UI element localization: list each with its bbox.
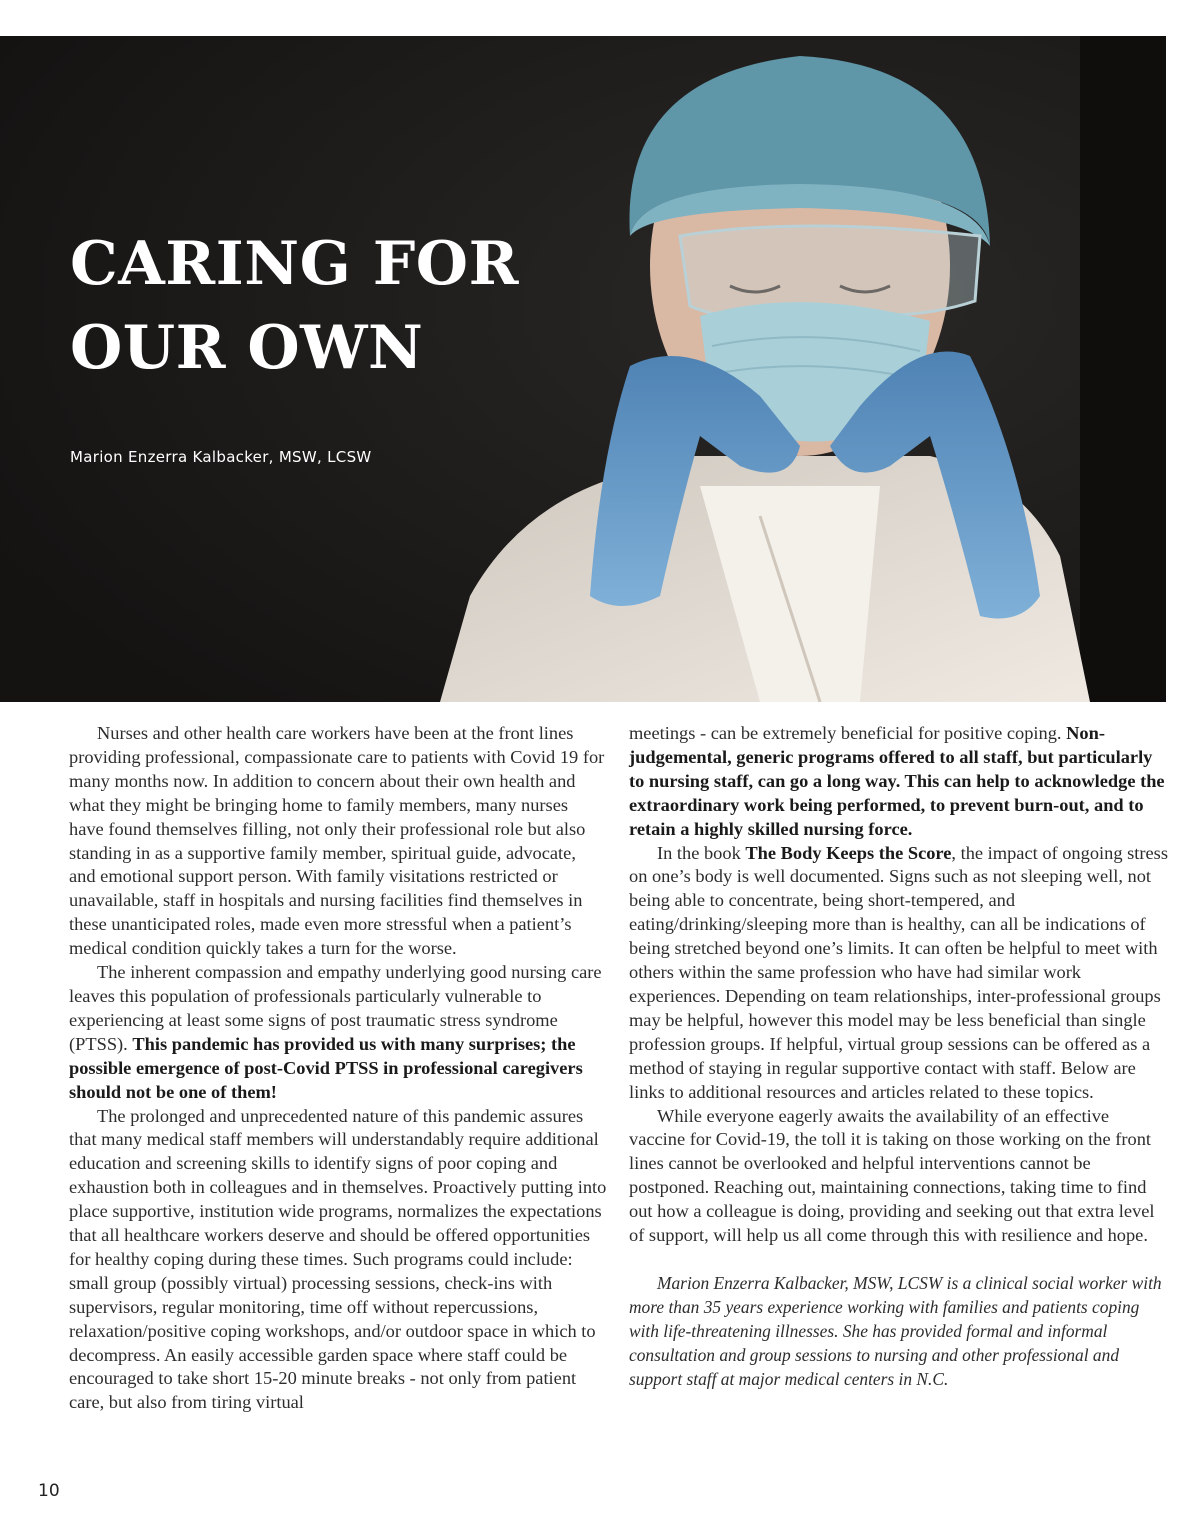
paragraph (629, 842, 1169, 1105)
paragraph-bold-text: This pandemic has provided us with many surprises; the possible emergence of post-Covid PTSS in professional caregivers should not be one of them! (69, 1033, 583, 1102)
paragraph (69, 961, 607, 1104)
paragraph: Nurses and other health care workers have been at the front lines providing professional, compassionate care to patients with Covid 19 for many months now. In addition to concern about their own health and what they might be bringing home to family members, many nurses have found themselves filling, not only their professional role but also standing in as a supportive family member, spiritual guide, advocate, and emotional support person. With family visitations restricted or unavailable, staff in hospitals and nursing facilities find themselves in these unanticipated roles, made even more stressful when a patient’s medical condition quickly takes a turn for the worse. (69, 723, 605, 959)
paragraph-bold-text: Non-judgemental, generic programs offered to all staff, but particularly to nursing staff, can go a long way. This can help to acknowledge the extraordinary work being performed, to prevent burn-out, and to retain a highly skilled nursing force. (629, 723, 1165, 839)
right-column (629, 722, 1169, 1391)
paragraph-text: meetings - can be extremely beneficial for positive coping. (629, 723, 1067, 743)
title-line-1: CARING FOR (70, 229, 519, 299)
title-line-2: OUR OWN (70, 313, 424, 383)
page-number: 10 (38, 1481, 60, 1501)
article-title (70, 222, 519, 390)
left-column (69, 722, 607, 1415)
paragraph (629, 722, 1169, 842)
paragraph: While everyone eagerly awaits the availability of an effective vaccine for Covid-19, the toll it is taking on those working on the front lines cannot be overlooked and helpful interventions cannot be postponed. Reaching out, maintaining connections, taking time to find out how a colleague is doing, providing and seeking out that extra level of support, will help us all come through this with resilience and hope. (629, 1105, 1155, 1246)
paragraph: The prolonged and unprecedented nature of this pandemic assures that many medical staff members will understandably require additional education and screening skills to identify signs of poor coping and exhaustion both in colleagues and in themselves. Proactively putting into place supportive, institution wide programs, normalizes the expectations that all healthcare workers deserve and should be offered opportunities for healthy coping during these times. Such programs could include: small group (possibly virtual) processing sessions, check-ins with supervisors, regular monitoring, time off without repercussions, relaxation/positive coping workshops, and/or outdoor space in which to decompress. An easily accessible garden space where staff could be encouraged to take short 15-20 minute breaks - not only from patient care, but also from tiring virtual (69, 1105, 607, 1413)
paragraph-text: , the impact of ongoing stress on one’s body is well documented. Signs such as not sleeping well, not being able to concentrate, being short-tempered, and eating/drinking/sleeping more than is healthy, can all be indications of being stretched beyond one’s limits. It can often be helpful to meet with others within the same profession who have had similar work experiences. Depending on team relationships, inter-professional groups may be helpful, however this model may be less beneficial than single profession groups. If helpful, virtual group sessions can be offered as a method of staying in regular supportive contact with staff. Below are links to additional resources and articles related to these topics. (629, 842, 1168, 1102)
hero-photo (0, 36, 1166, 702)
book-title: The Body Keeps the Score (745, 842, 952, 863)
paragraph-text: The inherent compassion and empathy underlying good nursing care leaves this population of professionals particularly vulnerable to experiencing at least some signs of post traumatic stress syndrome (PTSS). (69, 962, 602, 1054)
author-bio: Marion Enzerra Kalbacker, MSW, LCSW is a clinical social worker with more than 35 years experience working with families and patients coping with life-threatening illnesses. She has provided formal and informal consultation and group sessions to nursing and other professional and support staff at major medical centers in N.C. (629, 1272, 1162, 1389)
paragraph-text: In the book (657, 842, 746, 863)
author-byline: Marion Enzerra Kalbacker, MSW, LCSW (70, 448, 372, 466)
